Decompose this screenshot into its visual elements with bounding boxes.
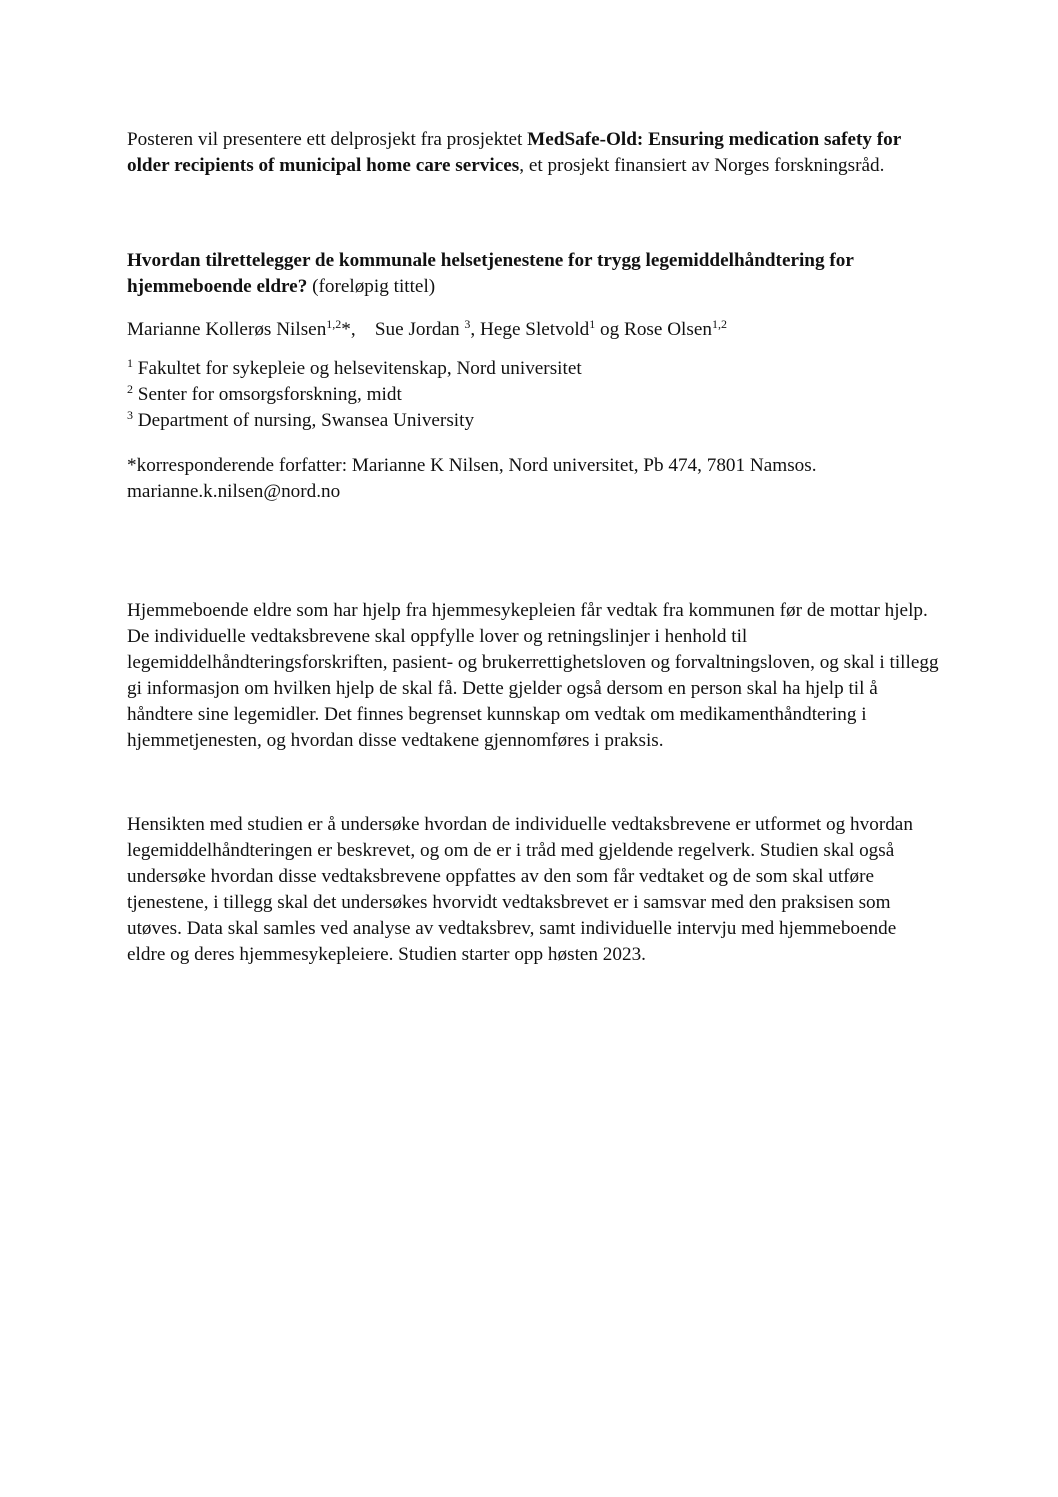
body-paragraph: Hensikten med studien er å undersøke hvordan de individuelle vedtaksbrevene er utformet og hvordan legemiddelhåndteringen er beskrevet, og om de er i tråd med gjeldende regelverk. Studien skal også undersøke hvordan disse vedtaksbrevene oppfattes av den som får vedtaket og de som skal utføre tjenestene, i tillegg skal det undersøkes hvorvidt vedtaksbrevet er i samsvar med den praksisen som utøves. Data skal samles ved analyse av vedtaksbrev, samt individuelle intervju med hjemmeboende eldre og deres hjemmesykepleiere. Studien starter opp høsten 2023. [127, 814, 913, 965]
intro-post: , et prosjekt finansiert av Norges forskningsråd. [519, 155, 885, 176]
affiliation-text: Senter for omsorgsforskning, midt [137, 384, 402, 405]
body-paragraph-aim [127, 812, 939, 968]
author-affiliation-sup: 1,2 [711, 317, 727, 331]
affiliation-number: 3 [127, 408, 133, 422]
author-separator: og [595, 319, 625, 340]
author-affiliation-sup: 1 [589, 317, 596, 331]
correspondence-block [127, 453, 947, 505]
intro-pre: Posteren vil presentere ett delprosjekt fra prosjektet [127, 129, 528, 150]
affiliation-text: Department of nursing, Swansea University [137, 410, 475, 431]
affiliation-list [127, 356, 947, 434]
author-affiliation-sup: 3 [464, 317, 471, 331]
author-name: Marianne Kollerøs Nilsen [127, 319, 327, 340]
intro-paragraph [127, 127, 947, 179]
affiliation-number: 1 [127, 356, 133, 370]
affiliation-item [127, 356, 947, 382]
affiliation-item [127, 408, 947, 434]
author-affiliation-sup: 1,2 [326, 317, 342, 331]
author-separator: , [470, 319, 480, 340]
correspondence-email: marianne.k.nilsen@nord.no [127, 481, 341, 502]
affiliation-number: 2 [127, 382, 133, 396]
body-paragraph: Hjemmeboende eldre som har hjelp fra hjemmesykepleien får vedtak fra kommunen før de mottar hjelp. De individuelle vedtaksbrevene skal oppfylle lover og retningslinjer i henhold til legemiddelhåndteringsforskriften, pasient- og brukerrettighetsloven og forvaltningsloven, og skal i tillegg gi informasjon om hvilken hjelp de skal få. Dette gjelder også dersom en person skal ha hjelp til å håndtere sine legemidler. Det finnes begrenset kunnskap om vedtak om medikamenthåndtering i hjemmetjenesten, og hvordan disse vedtakene gjennomføres i praksis. [127, 600, 939, 751]
author-name: Rose Olsen [624, 319, 712, 340]
title-suffix: (foreløpig tittel) [307, 276, 436, 297]
correspondence-text: *korresponderende forfatter: Marianne K Nilsen, Nord universitet, Pb 474, 7801 Namsos. [127, 455, 817, 476]
project-name: MedSafe-Old: Ensuring medication safety for older recipients of municipal home care services [127, 129, 901, 176]
title-bold: Hvordan tilrettelegger de kommunale helsetjenestene for trygg legemiddelhåndtering for hjemmeboende eldre? [127, 250, 854, 297]
affiliation-text: Fakultet for sykepleie og helsevitenskap, Nord universitet [137, 358, 582, 379]
poster-title [127, 248, 947, 300]
affiliation-item [127, 382, 947, 408]
body-paragraph-background [127, 598, 939, 754]
author-name: Sue Jordan [374, 319, 465, 340]
author-list [127, 317, 947, 343]
author-separator: *, [341, 319, 375, 340]
author-name: Hege Sletvold [480, 319, 590, 340]
